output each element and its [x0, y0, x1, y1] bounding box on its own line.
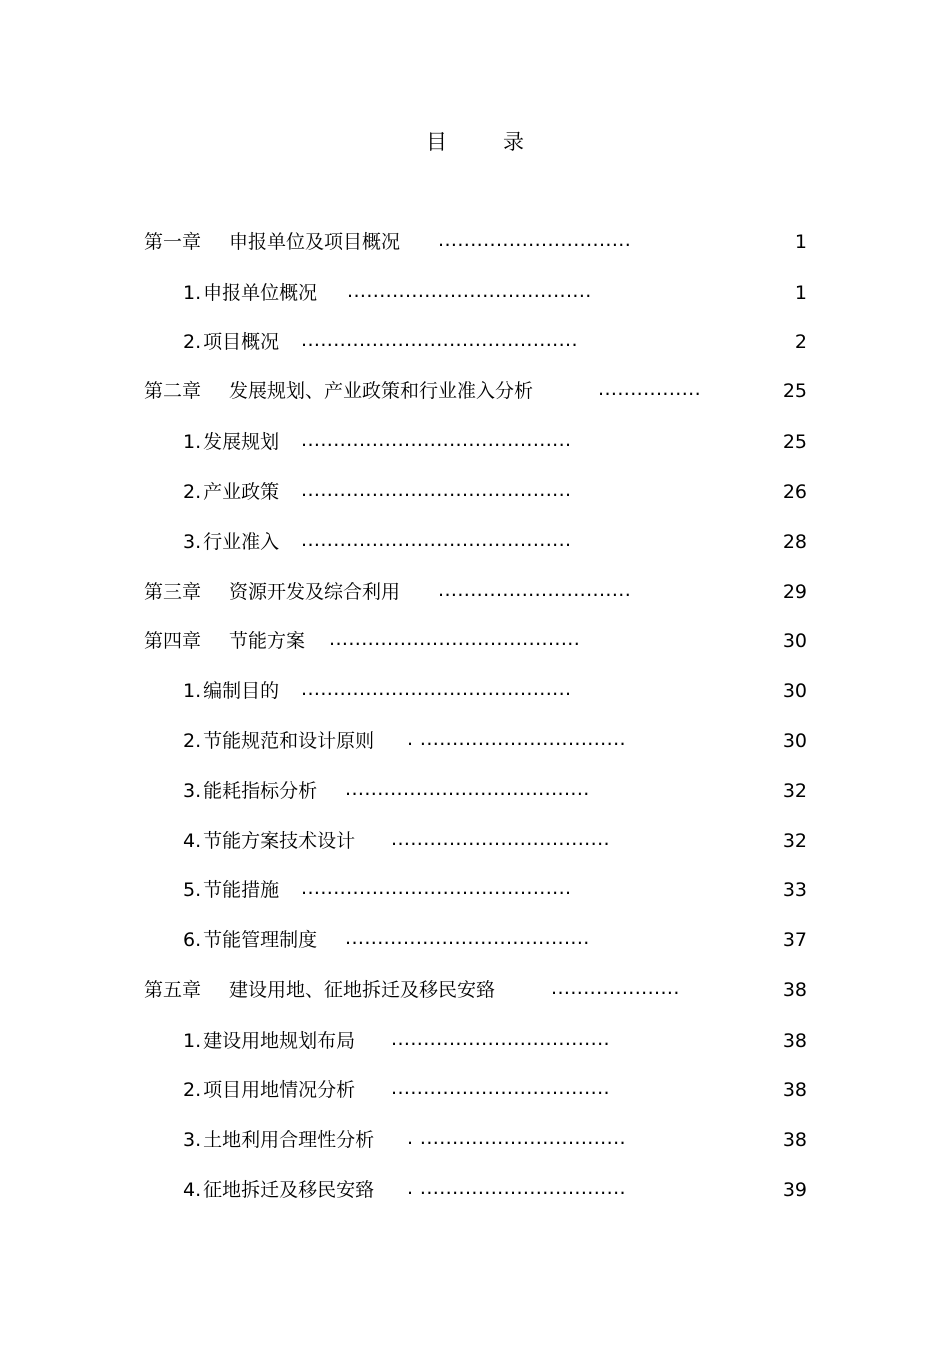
toc-entry[interactable]: [0, 1075, 950, 1105]
toc-entry-leader-dots: ..........................................: [301, 877, 572, 899]
toc-entry-label: [144, 975, 495, 1005]
toc-heading: [0, 126, 950, 156]
toc-entry-text: 土地利用合理性分析: [203, 1129, 375, 1151]
toc-entry-prefix: 3.: [183, 1129, 202, 1151]
toc-entry-prefix: 第一章: [144, 231, 202, 253]
toc-entry-page-number: 38: [782, 1079, 807, 1101]
toc-entry-label: [183, 1125, 374, 1155]
toc-entry-page-number: 26: [782, 481, 807, 503]
toc-entry-text: 节能管理制度: [203, 929, 318, 951]
toc-entry-label: [183, 278, 317, 308]
toc-entry-page-number: 30: [782, 630, 807, 652]
toc-entry-page-number: 38: [782, 1030, 807, 1052]
toc-entry-text: 编制目的: [203, 680, 280, 702]
toc-entry-text: 节能方案技术设计: [203, 830, 356, 852]
toc-entry-page-number: 2: [794, 331, 807, 353]
toc-entry-page-number: 33: [782, 879, 807, 901]
toc-entry-text: 发展规划、产业政策和行业准入分析: [229, 380, 534, 402]
toc-entry-prefix: 第四章: [144, 630, 202, 652]
toc-entry-label: [183, 925, 317, 955]
toc-entry-text: 节能方案: [229, 630, 306, 652]
toc-entry[interactable]: [0, 875, 950, 905]
toc-entry-label: [144, 626, 305, 656]
toc-entry[interactable]: [0, 925, 950, 955]
toc-entry-page-number: 39: [782, 1179, 807, 1201]
toc-entry-text: 能耗指标分析: [203, 780, 318, 802]
toc-entry-text: 行业准入: [203, 531, 280, 553]
toc-entry-leader-dots: . ................................: [407, 728, 626, 750]
toc-entry-leader-dots: ...........................................: [301, 329, 578, 351]
toc-entry[interactable]: [0, 726, 950, 756]
toc-entry-leader-dots: .......................................: [329, 628, 581, 650]
toc-entry-text: 资源开发及综合利用: [229, 581, 401, 603]
toc-entry-text: 发展规划: [203, 431, 280, 453]
toc-entry[interactable]: [0, 676, 950, 706]
toc-entry-label: [183, 875, 279, 905]
toc-heading-left: 目: [426, 130, 447, 154]
toc-entry[interactable]: [0, 427, 950, 457]
toc-entry[interactable]: [0, 577, 950, 607]
toc-entry-prefix: 1.: [183, 431, 202, 453]
toc-entry-leader-dots: ......................................: [347, 280, 592, 302]
toc-entry-prefix: 2.: [183, 481, 202, 503]
toc-entry-leader-dots: ..........................................: [301, 529, 572, 551]
toc-entry[interactable]: [0, 1175, 950, 1205]
toc-entry-text: 建设用地规划布局: [203, 1030, 356, 1052]
toc-entry-label: [183, 327, 279, 357]
toc-entry-page-number: 1: [794, 231, 807, 253]
toc-entry-prefix: 第三章: [144, 581, 202, 603]
toc-entry-text: 征地拆迁及移民安臵: [203, 1179, 375, 1201]
toc-entry[interactable]: [0, 626, 950, 656]
toc-entry-label: [183, 826, 355, 856]
toc-entry-prefix: 3.: [183, 531, 202, 553]
toc-entry-leader-dots: . ................................: [407, 1127, 626, 1149]
toc-entry-label: [183, 776, 317, 806]
toc-entry-page-number: 38: [782, 979, 807, 1001]
toc-entry-prefix: 2.: [183, 331, 202, 353]
toc-entry[interactable]: [0, 975, 950, 1005]
toc-entry-leader-dots: ....................: [551, 977, 680, 999]
toc-entry-label: [144, 376, 533, 406]
toc-entry[interactable]: [0, 227, 950, 257]
toc-entry-leader-dots: ..........................................: [301, 479, 572, 501]
toc-entry-text: 申报单位概况: [203, 282, 318, 304]
toc-entry-label: [183, 726, 374, 756]
toc-entry-label: [183, 676, 279, 706]
toc-entry-leader-dots: . ................................: [407, 1177, 626, 1199]
toc-entry-label: [183, 1026, 355, 1056]
toc-entry-page-number: 30: [782, 680, 807, 702]
toc-entry-label: [183, 427, 279, 457]
toc-entry-text: 项目用地情况分析: [203, 1079, 356, 1101]
toc-entry-page-number: 30: [782, 730, 807, 752]
toc-entry-prefix: 1.: [183, 1030, 202, 1052]
toc-entry-page-number: 38: [782, 1129, 807, 1151]
toc-entry-label: [183, 1175, 374, 1205]
toc-entry-leader-dots: ..................................: [391, 828, 610, 850]
toc-entry[interactable]: [0, 477, 950, 507]
toc-entry-prefix: 第二章: [144, 380, 202, 402]
toc-entry-prefix: 第五章: [144, 979, 202, 1001]
toc-entry-prefix: 1.: [183, 282, 202, 304]
toc-entry-prefix: 3.: [183, 780, 202, 802]
toc-entry-page-number: 1: [794, 282, 807, 304]
toc-entry-leader-dots: ..............................: [438, 579, 632, 601]
toc-entry[interactable]: [0, 376, 950, 406]
toc-entry-leader-dots: ......................................: [345, 927, 590, 949]
toc-entry-label: [183, 527, 279, 557]
toc-entry[interactable]: [0, 1125, 950, 1155]
toc-entry-leader-dots: ..........................................: [301, 429, 572, 451]
toc-entry-prefix: 2.: [183, 1079, 202, 1101]
toc-entry-text: 节能规范和设计原则: [203, 730, 375, 752]
toc-entry[interactable]: [0, 1026, 950, 1056]
toc-entry[interactable]: [0, 776, 950, 806]
toc-entry-label: [144, 227, 400, 257]
toc-entry[interactable]: [0, 826, 950, 856]
toc-entry-prefix: 4.: [183, 1179, 202, 1201]
toc-entry-prefix: 6.: [183, 929, 202, 951]
toc-entry-page-number: 32: [782, 830, 807, 852]
toc-entry-text: 建设用地、征地拆迁及移民安臵: [229, 979, 496, 1001]
toc-entry-page-number: 25: [782, 431, 807, 453]
toc-entry-text: 项目概况: [203, 331, 280, 353]
toc-entry-label: [183, 1075, 355, 1105]
toc-entry-page-number: 29: [782, 581, 807, 603]
toc-entry-label: [183, 477, 279, 507]
toc-entry-leader-dots: ..............................: [438, 229, 632, 251]
toc-entry-text: 节能措施: [203, 879, 280, 901]
toc-entry[interactable]: [0, 527, 950, 557]
toc-entry-prefix: 2.: [183, 730, 202, 752]
toc-entry-leader-dots: ......................................: [345, 778, 590, 800]
toc-entry-label: [144, 577, 400, 607]
toc-heading-right: 录: [503, 130, 524, 154]
toc-entry-text: 申报单位及项目概况: [229, 231, 401, 253]
toc-entry-prefix: 4.: [183, 830, 202, 852]
toc-entry[interactable]: [0, 327, 950, 357]
toc-entry-prefix: 5.: [183, 879, 202, 901]
toc-entry-page-number: 25: [782, 380, 807, 402]
toc-entry-page-number: 28: [782, 531, 807, 553]
toc-entry-prefix: 1.: [183, 680, 202, 702]
toc-entry-leader-dots: ................: [598, 378, 702, 400]
toc-entry[interactable]: [0, 278, 950, 308]
toc-entry-page-number: 32: [782, 780, 807, 802]
toc-entry-leader-dots: ..................................: [391, 1028, 610, 1050]
toc-entry-page-number: 37: [782, 929, 807, 951]
toc-entry-leader-dots: ..................................: [391, 1077, 610, 1099]
toc-entry-leader-dots: ..........................................: [301, 678, 572, 700]
toc-entry-text: 产业政策: [203, 481, 280, 503]
